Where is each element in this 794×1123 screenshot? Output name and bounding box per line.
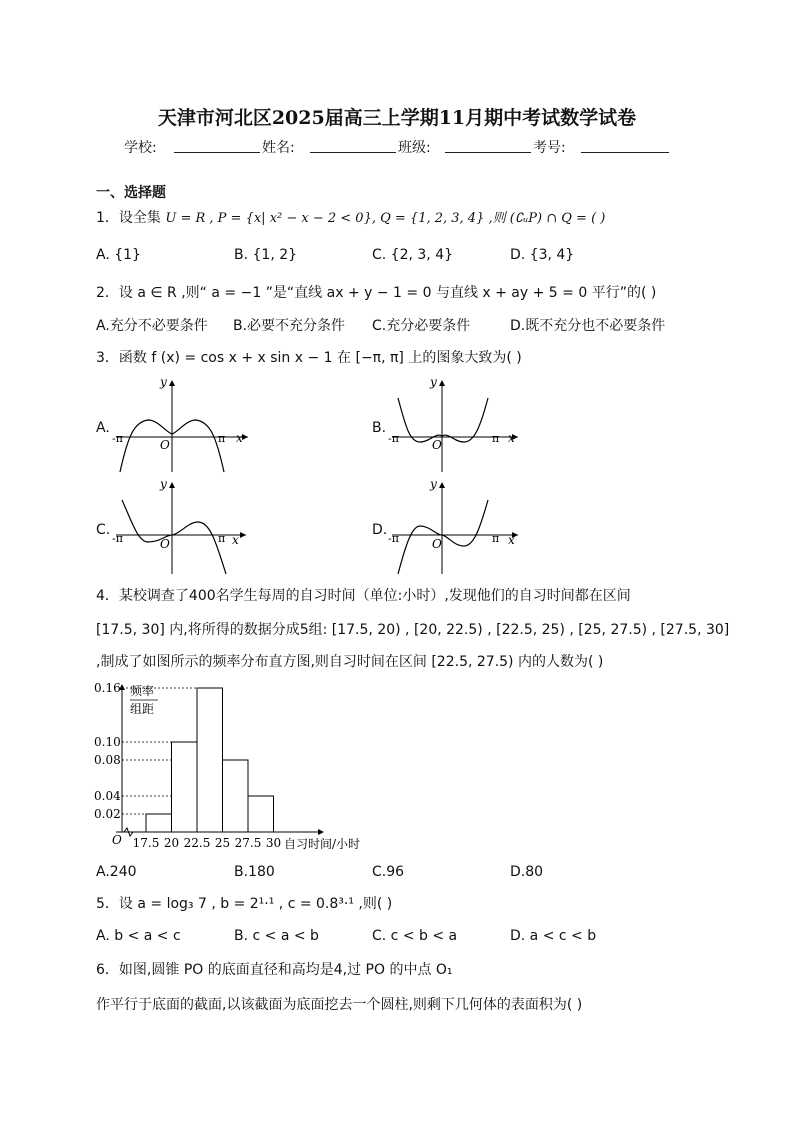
q4-line-3: ,制成了如图所示的频率分布直方图,则自习时间在区间 [22.5, 27.5) 内的人数为( ) [96, 654, 604, 670]
pi-label: π [218, 532, 226, 545]
hist-ylabel-top: 频率 [130, 684, 155, 698]
hist-xtick-label: 17.5 [132, 836, 160, 850]
q2-option-d[interactable]: D.既不充分也不必要条件 [510, 318, 666, 334]
q4-option-c[interactable]: C.96 [372, 864, 405, 880]
hist-ytick-label: 0.02 [94, 807, 121, 821]
hist-bar [197, 688, 223, 832]
y-label: y [430, 376, 437, 389]
info-name-label: 姓名: [262, 140, 295, 156]
q3-option-c[interactable]: C. [96, 522, 111, 538]
q1-lead: 设全集 [118, 210, 161, 226]
q3-text: 函数 f (x) = cos x + x sin x − 1 在 [−π, π] 上的图象大致为( ) [118, 350, 522, 366]
origin-label: O [160, 438, 170, 452]
curve-b [398, 398, 488, 442]
x-label: x [236, 431, 243, 445]
neg-pi-label: -π [112, 532, 123, 545]
q5-option-c[interactable]: C. c < b < a [372, 928, 458, 944]
q2-number: 2． [96, 285, 119, 301]
q2-option-c[interactable]: C.充分必要条件 [372, 318, 471, 334]
q2-option-b[interactable]: B.必要不充分条件 [233, 318, 346, 334]
school-blank[interactable] [174, 138, 260, 153]
hist-xtick-label: 25 [214, 836, 231, 850]
neg-pi-label: -π [112, 432, 123, 445]
hist-xtick-label: 27.5 [234, 836, 262, 850]
q3-graph-c [108, 478, 258, 576]
y-label: y [160, 376, 167, 389]
q6-line-1 [96, 959, 453, 979]
hist-xtick-label: 30 [265, 836, 282, 850]
hist-bars [146, 688, 274, 832]
neg-pi-label: -π [388, 532, 399, 545]
info-class-label: 班级: [398, 140, 431, 156]
hist-bar [248, 796, 274, 832]
q1-option-a[interactable]: A. {1} [96, 247, 141, 263]
hist-bar [146, 814, 172, 832]
exam-title: 天津市河北区2025届高三上学期11月期中考试数学试卷 [157, 107, 637, 129]
q5-option-a[interactable]: A. b < a < c [96, 928, 181, 944]
hist-ytick-label: 0.16 [94, 681, 121, 695]
hist-xtick-label: 22.5 [183, 836, 211, 850]
q1 [96, 207, 605, 227]
y-label: y [160, 478, 167, 491]
q4-option-d[interactable]: D.80 [510, 864, 544, 880]
q4-line-1 [96, 585, 631, 605]
x-label: x [508, 533, 515, 547]
hist-ytick-label: 0.10 [94, 735, 121, 749]
info-school-label: 学校: [124, 140, 157, 156]
hist-bar [172, 742, 198, 832]
origin-label: O [432, 537, 442, 551]
q5-option-b[interactable]: B. c < a < b [234, 928, 319, 944]
q6-text-1: 如图,圆锥 PO 的底面直径和高均是4,过 PO 的中点 O₁ [118, 962, 453, 978]
q3-option-b[interactable]: B. [372, 420, 387, 436]
frequency-histogram [94, 680, 394, 858]
q2-text: 设 a ∈ R ,则“ a = −1 ”是“直线 ax + y − 1 = 0 与直线 x + ay + 5 = 0 平行”的( ) [118, 285, 657, 301]
q2 [96, 282, 656, 302]
q5-number: 5． [96, 896, 119, 912]
q4-option-b[interactable]: B.180 [234, 864, 275, 880]
hist-ytick-label: 0.04 [94, 789, 121, 803]
q1-option-c[interactable]: C. {2, 3, 4} [372, 247, 454, 263]
hist-xlabel: 自习时间/小时 [284, 837, 361, 851]
pi-label: π [492, 432, 500, 445]
q3-graph-a [108, 376, 258, 474]
hist-ytick-label: 0.08 [94, 753, 121, 767]
q6-line-2: 作平行于底面的截面,以该截面为底面挖去一个圆柱,则剩下几何体的表面积为( ) [96, 997, 583, 1013]
curve-d [398, 500, 488, 574]
origin-label: O [432, 438, 442, 452]
q5 [96, 893, 392, 913]
hist-bar [223, 760, 249, 832]
q3-graph-d [384, 478, 534, 576]
hist-origin: O [112, 833, 122, 847]
q5-option-d[interactable]: D. a < c < b [510, 928, 597, 944]
q3-number: 3． [96, 350, 119, 366]
pi-label: π [218, 432, 226, 445]
q1-option-b[interactable]: B. {1, 2} [234, 247, 298, 263]
name-blank[interactable] [310, 138, 396, 153]
q4-text-1: 某校调查了400名学生每周的自习时间（单位:小时）,发现他们的自习时间都在区间 [118, 588, 631, 604]
neg-pi-label: -π [388, 432, 399, 445]
hist-xticks [133, 836, 282, 850]
section-heading: 一、选择题 [96, 185, 166, 201]
curve-c [122, 500, 226, 574]
q4-number: 4． [96, 588, 119, 604]
q1-number: 1． [96, 210, 119, 226]
hist-yticks [94, 681, 121, 821]
q4-line-2: [17.5, 30] 内,将所得的数据分成5组: [17.5, 20) , [20, 22.5) , [22.5, 25) , [25, 27.5) , [27.5, 30] [96, 622, 730, 638]
hist-ylabel-bottom: 组距 [130, 702, 155, 716]
q3-graph-b [384, 376, 534, 474]
origin-label: O [160, 537, 170, 551]
q2-option-a[interactable]: A.充分不必要条件 [96, 318, 208, 334]
class-blank[interactable] [445, 138, 531, 153]
q3-option-a[interactable]: A. [96, 420, 110, 436]
q1-option-d[interactable]: D. {3, 4} [510, 247, 575, 263]
q1-expression: U = R , P = {x| x² − x − 2 < 0}, Q = {1, 2, 3, 4} ,则 (∁ᵤP) ∩ Q = ( ) [165, 211, 606, 226]
x-label: x [508, 431, 515, 445]
q6-number: 6． [96, 962, 119, 978]
id-blank[interactable] [581, 138, 669, 153]
q4-option-a[interactable]: A.240 [96, 864, 137, 880]
q5-text: 设 a = log₃ 7 , b = 2¹·¹ , c = 0.8³·¹ ,则( ) [118, 896, 393, 912]
pi-label: π [492, 532, 500, 545]
x-label: x [232, 533, 239, 547]
y-label: y [430, 478, 437, 491]
hist-xtick-label: 20 [163, 836, 180, 850]
info-id-label: 考号: [533, 140, 566, 156]
q3 [96, 347, 522, 367]
q3-option-d[interactable]: D. [372, 522, 388, 538]
